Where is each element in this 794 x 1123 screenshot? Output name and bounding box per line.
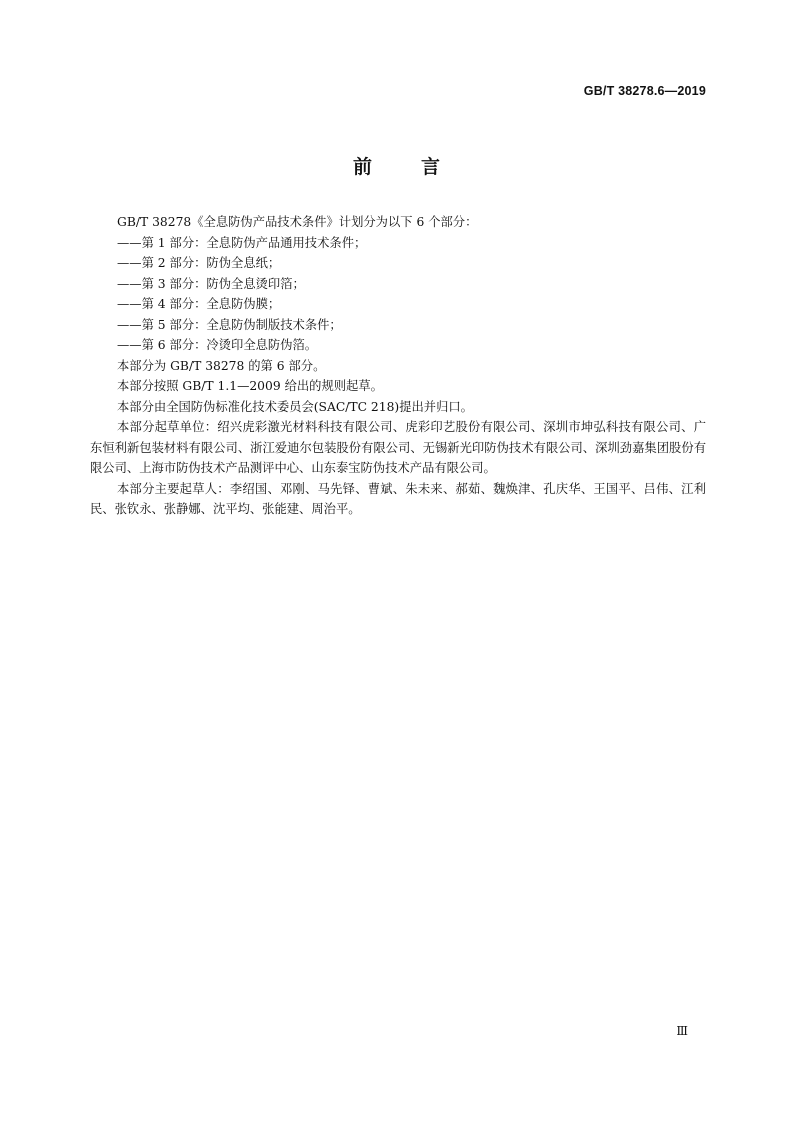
page-title-char-1: 前 xyxy=(352,156,373,178)
part-list-item-4: ——第 4 部分：全息防伪膜； xyxy=(117,297,281,311)
drafting-units-paragraph: 本部分起草单位：绍兴虎彩激光材料科技有限公司、虎彩印艺股份有限公司、深圳市坤弘科技有限公司、广东恒利新包装材料有限公司、浙江爱迪尔包装股份有限公司、无锡新光印防伪技术有限公司、深圳劲嘉集团股份有限公司、上海市防伪技术产品测评中心、山东泰宝防伪技术产品有限公司。 xyxy=(90,420,706,475)
page-title xyxy=(0,152,794,179)
part-list-item-5: ——第 5 部分：全息防伪制版技术条件； xyxy=(117,317,342,332)
standard-number: GB/T 38278.6—2019 xyxy=(583,84,706,98)
part-list-item-1: ——第 1 部分：全息防伪产品通用技术条件； xyxy=(117,235,367,250)
page-number: Ⅲ xyxy=(676,1024,688,1038)
proposer-paragraph: 本部分由全国防伪标准化技术委员会(SAC/TC 218)提出并归口。 xyxy=(117,399,473,414)
part-list-item-6: ——第 6 部分：冷烫印全息防伪箔。 xyxy=(117,338,318,352)
part-statement-paragraph: 本部分为 GB/T 38278 的第 6 部分。 xyxy=(117,358,326,373)
foreword-body xyxy=(90,212,706,520)
intro-paragraph: GB/T 38278《全息防伪产品技术条件》计划分为以下 6 个部分： xyxy=(117,215,478,229)
drafters-paragraph: 本部分主要起草人：李绍国、邓刚、马先铎、曹斌、朱未来、郝茹、魏焕津、孔庆华、王国平、吕伟、江利民、张钦永、张静娜、沈平均、张能建、周治平。 xyxy=(90,481,706,516)
part-list-item-3: ——第 3 部分：防伪全息烫印箔； xyxy=(117,276,305,291)
part-list-item-2: ——第 2 部分：防伪全息纸； xyxy=(117,256,281,270)
page-title-char-2: 言 xyxy=(421,156,442,178)
drafting-rules-paragraph: 本部分按照 GB/T 1.1—2009 给出的规则起草。 xyxy=(117,379,383,393)
